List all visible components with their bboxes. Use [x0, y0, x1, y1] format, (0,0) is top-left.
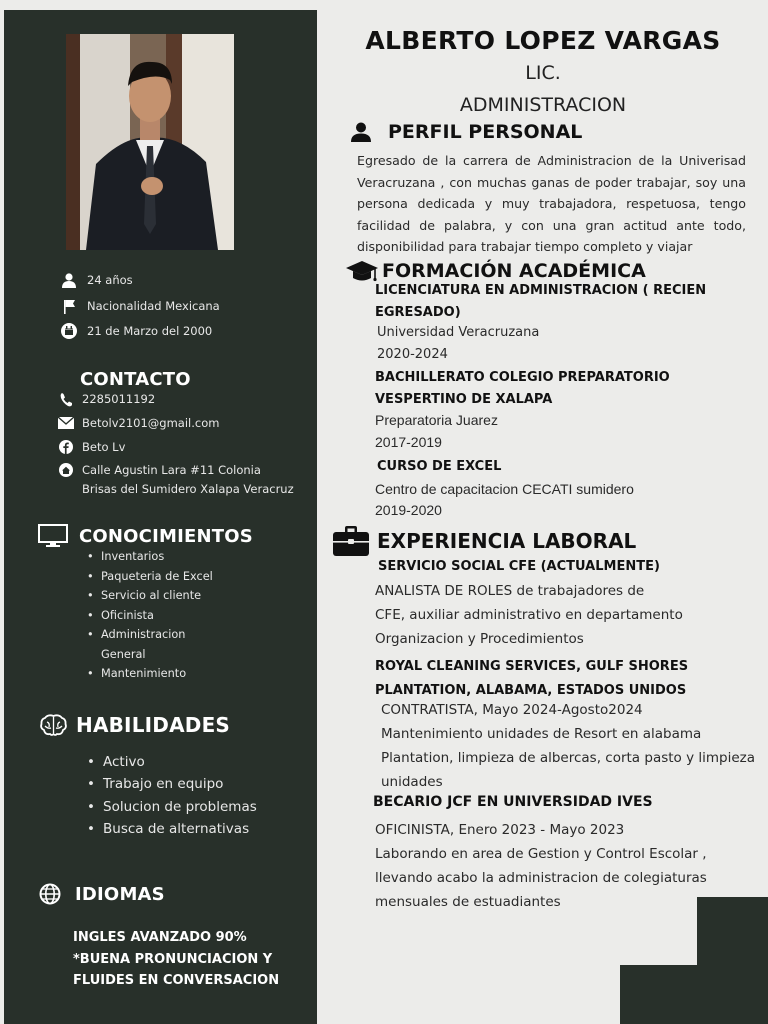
profile-photo: [66, 34, 234, 250]
job-line: OFICINISTA, Enero 2023 - Mayo 2023: [375, 822, 625, 838]
education-degree-1: LICENCIATURA EN ADMINISTRACION ( RECIEN EGRESADO): [375, 283, 707, 320]
skills-list: [84, 751, 257, 840]
list-item: • Administracion General: [84, 625, 194, 664]
experience-heading: EXPERIENCIA LABORAL: [377, 529, 637, 553]
contact-heading: CONTACTO: [80, 369, 191, 390]
job-line: llevando acabo la administracion de colegiaturas: [375, 870, 707, 886]
job-title-2b: PLANTATION, ALABAMA, ESTADOS UNIDOS: [375, 683, 687, 698]
email-text[interactable]: Betolv2101@gmail.com: [82, 416, 220, 430]
address-row: [58, 461, 298, 499]
skills-heading-row: [40, 713, 230, 737]
briefcase-icon: [332, 526, 369, 556]
education-years-3: 2019-2020: [375, 502, 442, 518]
job-title-2a: ROYAL CLEANING SERVICES, GULF SHORES: [375, 659, 689, 674]
knowledge-list: [84, 547, 234, 684]
education-years-2: 2017-2019: [375, 434, 442, 450]
job-description-2: [381, 698, 755, 794]
list-item: • Servicio al cliente: [84, 586, 234, 606]
person-icon: [350, 122, 372, 142]
birthdate-text: 21 de Marzo del 2000: [87, 324, 213, 338]
email-row: [58, 414, 219, 433]
phone-text[interactable]: 2285011192: [82, 392, 156, 406]
languages-heading-row: [39, 883, 165, 905]
address-text: Calle Agustin Lara #11 Colonia Brisas del Sumidero Xalapa Veracruz: [82, 463, 294, 496]
job-title-3: BECARIO JCF EN UNIVERSIDAD IVES: [373, 794, 653, 810]
brain-icon: [40, 714, 67, 736]
education-degree-2: BACHILLERATO COLEGIO PREPARATORIO VESPERTINO DE XALAPA: [375, 370, 670, 407]
nationality-text: Nacionalidad Mexicana: [87, 299, 220, 313]
education-years-1: 2020-2024: [377, 347, 448, 362]
list-item: • Solucion de problemas: [84, 796, 257, 818]
birthdate-row: [60, 322, 212, 340]
person-icon: [60, 271, 78, 289]
title-line-1: LIC.: [525, 62, 561, 84]
decorative-block: [620, 965, 768, 1024]
age-text: 24 años: [87, 273, 133, 287]
nationality-row: [60, 297, 220, 315]
job-description-1: [375, 579, 683, 651]
skills-heading: HABILIDADES: [76, 713, 231, 737]
flag-icon: [60, 297, 78, 315]
phone-icon: [58, 390, 74, 408]
age-row: [60, 271, 133, 289]
education-heading: FORMACIÓN ACADÉMICA: [382, 260, 646, 282]
sidebar: [4, 10, 317, 1024]
profile-heading: PERFIL PERSONAL: [388, 121, 583, 143]
job-line: ANALISTA DE ROLES de trabajadores de: [375, 583, 645, 599]
profile-text: Egresado de la carrera de Administracion de la Univerisad Veracruzana , con muchas ganas de poder trabajar, soy una persona dedicada y muy trabajadora, respetuosa, tengo facilidad de palabra, y con una gran actitud ante todo, disponibilidad para trabajar tiempo completo y viajar: [357, 153, 746, 254]
list-item: • Inventarios: [84, 547, 234, 567]
facebook-text[interactable]: Beto Lv: [82, 440, 126, 454]
list-item: • Mantenimiento: [84, 664, 234, 684]
job-title-1: SERVICIO SOCIAL CFE (ACTUALMENTE): [378, 559, 660, 574]
language-line-1: INGLES AVANZADO 90%: [73, 930, 247, 945]
facebook-row: [58, 438, 125, 457]
candidate-name: ALBERTO LOPEZ VARGAS: [365, 26, 721, 55]
job-line: unidades: [381, 774, 443, 790]
education-school-2: Preparatoria Juarez: [375, 412, 498, 428]
facebook-icon: [58, 438, 74, 456]
job-line: Plantation, limpieza de albercas, corta pasto y limpieza: [381, 750, 756, 766]
languages-heading: IDIOMAS: [75, 883, 165, 905]
globe-icon: [39, 883, 61, 905]
calendar-icon: [60, 322, 78, 340]
language-line-2: *BUENA PRONUNCIACION Y FLUIDES EN CONVERSACION: [73, 951, 280, 988]
job-description-3: [375, 818, 707, 914]
knowledge-heading: CONOCIMIENTOS: [79, 525, 253, 547]
job-line: Mantenimiento unidades de Resort en alabama: [381, 726, 702, 742]
education-school-1: Universidad Veracruzana: [377, 325, 540, 340]
education-school-3: Centro de capacitacion CECATI sumidero: [375, 481, 634, 497]
job-line: CONTRATISTA, Mayo 2024-Agosto2024: [381, 702, 643, 718]
mail-icon: [58, 414, 74, 432]
experience-heading-row: [332, 526, 636, 556]
list-item: • Trabajo en equipo: [84, 773, 257, 795]
languages-text: [73, 927, 303, 992]
list-item: • Paqueteria de Excel: [84, 567, 234, 587]
list-item: • Busca de alternativas: [84, 818, 257, 840]
monitor-icon: [38, 524, 68, 548]
list-item: • Activo: [84, 751, 257, 773]
job-line: Organizacion y Procedimientos: [375, 631, 584, 647]
profile-heading-row: [350, 121, 582, 143]
education-degree-3: CURSO DE EXCEL: [377, 459, 502, 474]
home-icon: [58, 461, 74, 479]
list-item: • Oficinista: [84, 606, 234, 626]
job-line: Laborando en area de Gestion y Control Escolar ,: [375, 846, 707, 862]
title-line-2: ADMINISTRACION: [459, 94, 627, 116]
job-line: CFE, auxiliar administrativo en departamento: [375, 607, 683, 623]
job-line: mensuales de estuadiantes: [375, 894, 561, 910]
phone-row: [58, 390, 155, 409]
knowledge-heading-row: [38, 524, 253, 548]
